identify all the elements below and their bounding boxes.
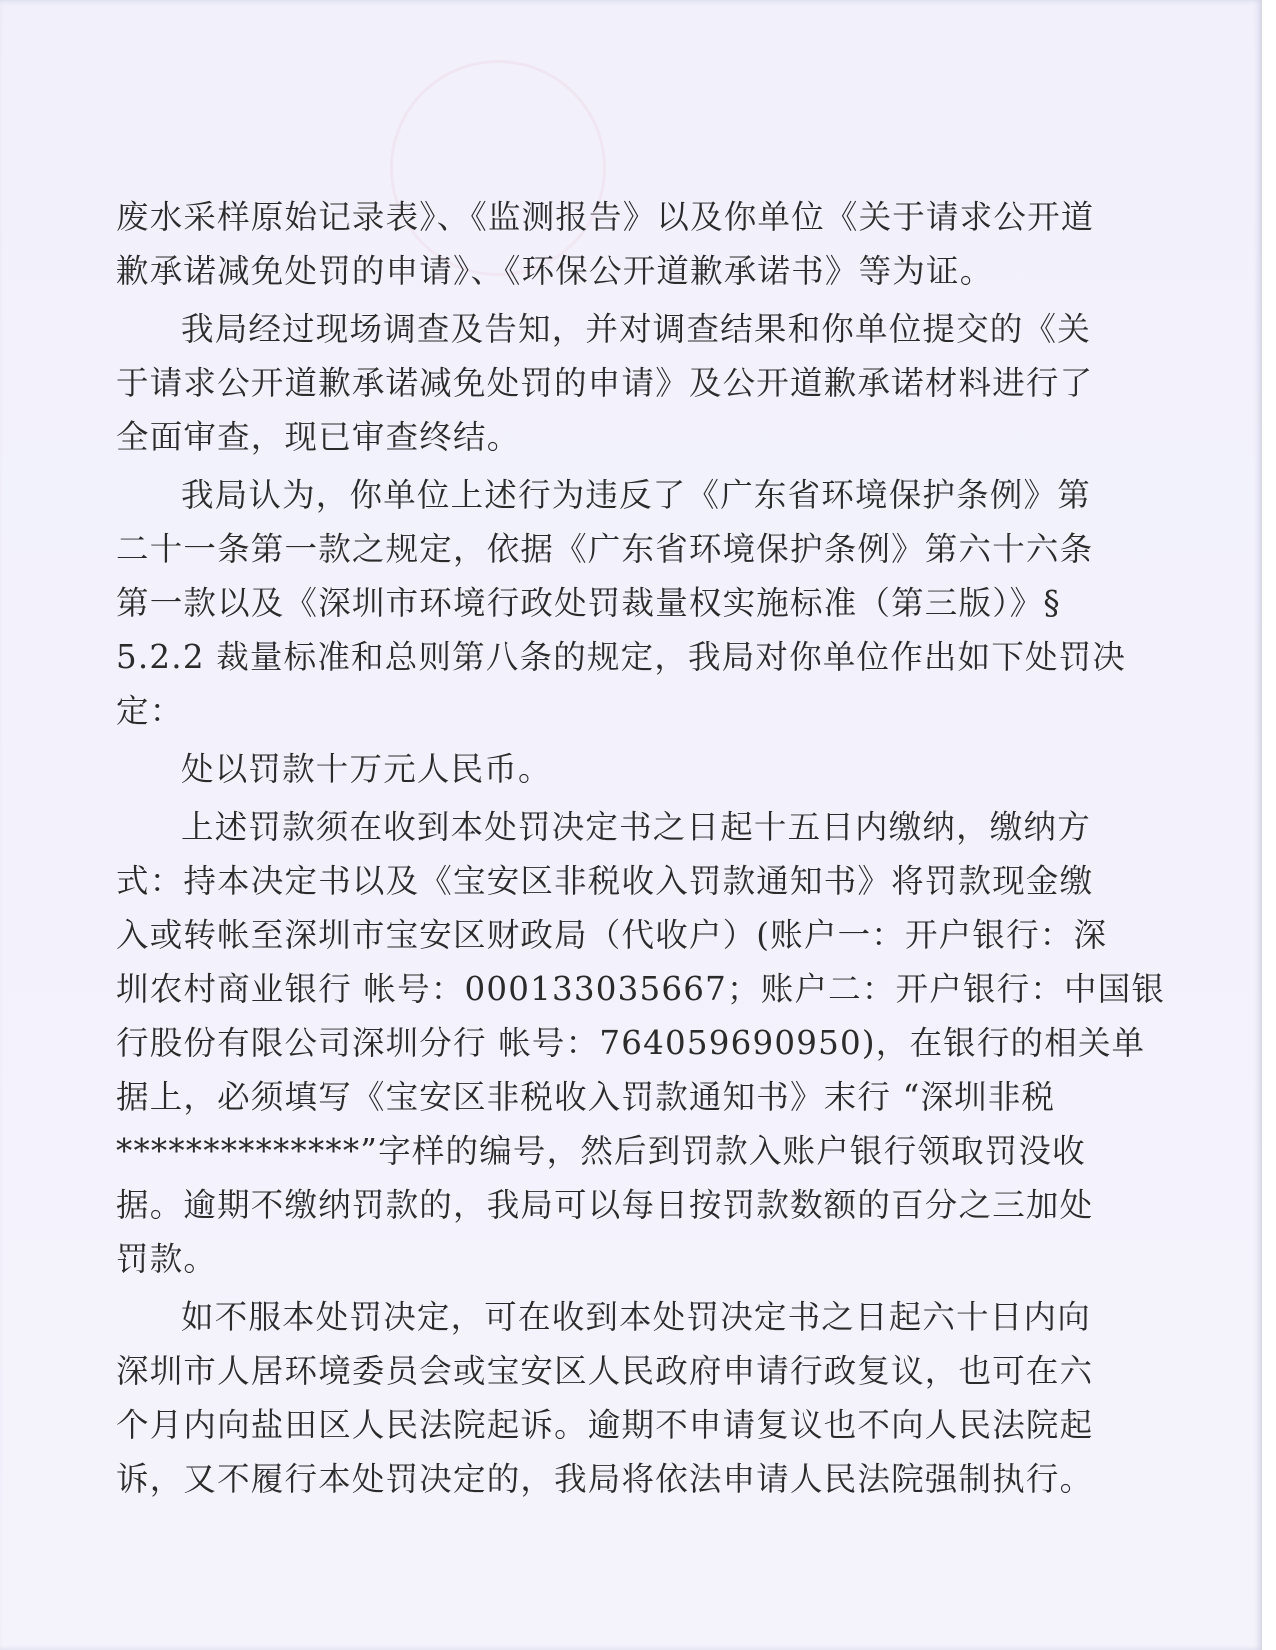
text-line: 行股份有限公司深圳分行 帐号：764059690950)，在银行的相关单 <box>116 1024 1146 1062</box>
text-line: 据上，必须填写《宝安区非税收入罚款通知书》末行 “深圳非税 <box>116 1078 1056 1116</box>
text-line: **************”字样的编号，然后到罚款入账户银行领取罚没收 <box>116 1132 1086 1170</box>
text-line: 入或转帐至深圳市宝安区财政局（代收户）(账户一：开户银行：深 <box>116 916 1108 954</box>
text-line: 式：持本决定书以及《宝安区非税收入罚款通知书》将罚款现金缴 <box>116 862 1094 900</box>
text-line: 圳农村商业银行 帐号：000133035667；账户二：开户银行：中国银 <box>116 970 1166 1008</box>
text-line: 于请求公开道歉承诺减免处罚的申请》及公开道歉承诺材料进行了 <box>116 364 1094 402</box>
text-line: 我局认为，你单位上述行为违反了《广东省环境保护条例》第 <box>181 476 1091 514</box>
text-line: 废水采样原始记录表》、《监测报告》以及你单位《关于请求公开道 <box>116 198 1095 236</box>
scan-edge <box>1261 0 1276 1650</box>
text-line: 全面审查，现已审查终结。 <box>116 418 521 456</box>
text-line: 5.2.2 裁量标准和总则第八条的规定，我局对你单位作出如下处罚决 <box>116 638 1127 676</box>
text-line: 上述罚款须在收到本处罚决定书之日起十五日内缴纳，缴纳方 <box>181 808 1091 846</box>
text-line: 如不服本处罚决定，可在收到本处罚决定书之日起六十日内向 <box>181 1298 1091 1336</box>
text-line: 二十一条第一款之规定，依据《广东省环境保护条例》第六十六条 <box>116 530 1094 568</box>
text-line: 个月内向盐田区人民法院起诉。逾期不申请复议也不向人民法院起 <box>116 1406 1094 1444</box>
document-body <box>116 190 1166 1506</box>
text-line: 第一款以及《深圳市环境行政处罚裁量权实施标准（第三版）》§ <box>116 584 1061 622</box>
text-line: 处以罚款十万元人民币。 <box>181 750 552 788</box>
text-line: 深圳市人居环境委员会或宝安区人民政府申请行政复议，也可在六 <box>116 1352 1094 1390</box>
text-line: 我局经过现场调查及告知，并对调查结果和你单位提交的《关 <box>181 310 1091 348</box>
text-line: 定： <box>116 692 184 730</box>
text-line: 诉，又不履行本处罚决定的，我局将依法申请人民法院强制执行。 <box>116 1460 1094 1498</box>
text-line: 歉承诺减免处罚的申请》、《环保公开道歉承诺书》等为证。 <box>116 252 994 290</box>
text-line: 罚款。 <box>116 1240 218 1278</box>
text-line: 据。逾期不缴纳罚款的，我局可以每日按罚款数额的百分之三加处 <box>116 1186 1094 1224</box>
